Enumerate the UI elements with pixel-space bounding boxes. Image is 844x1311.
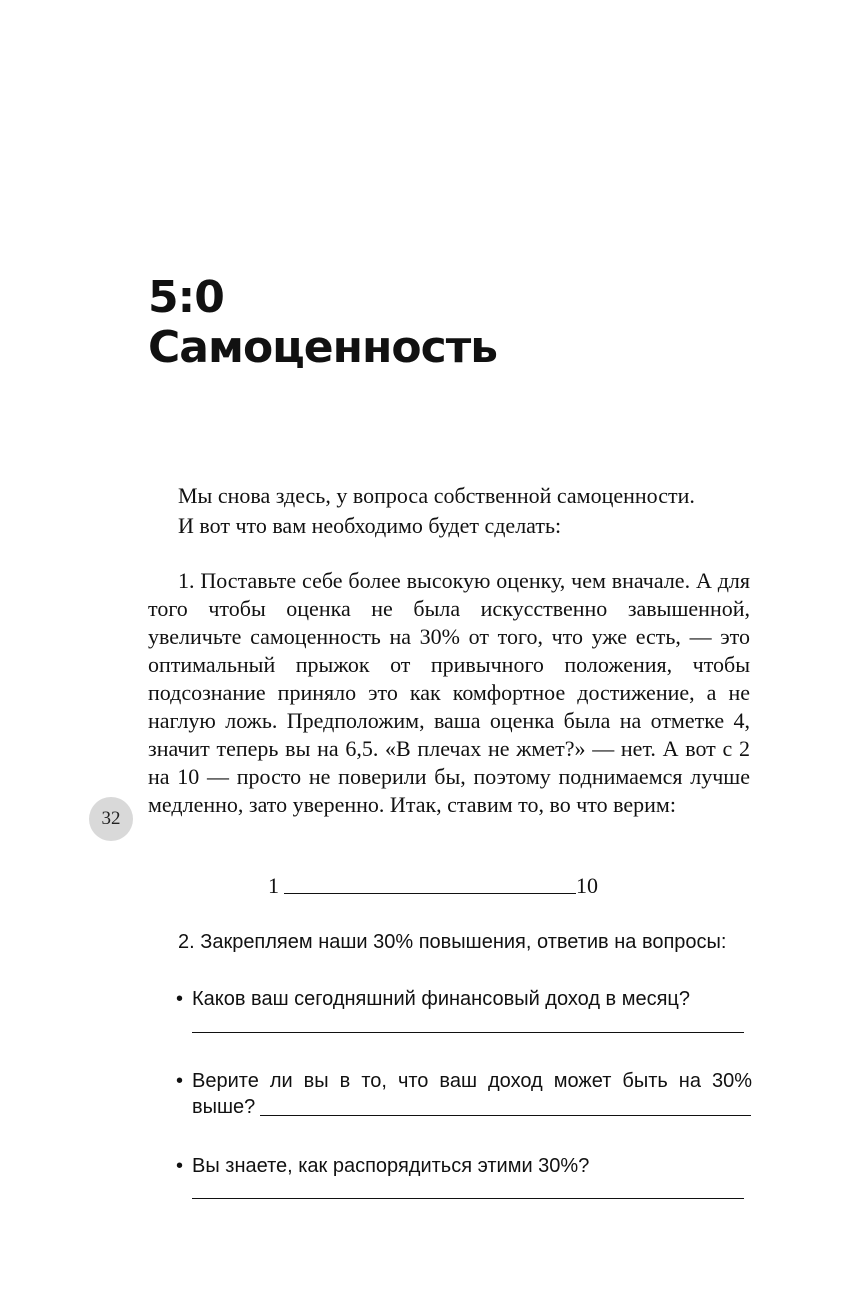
chapter-title: Самоценность (148, 322, 498, 373)
intro-line: Мы снова здесь, у вопроса собственной самоценности. (178, 483, 695, 508)
intro-paragraph (148, 481, 750, 541)
question-text: Вы знаете, как распорядиться этими 30%? (192, 1155, 590, 1177)
question-text: Каков ваш сегодняшний финансовый доход в месяц? (192, 988, 691, 1010)
scale-max-label: 10 (576, 873, 598, 898)
bullet-icon: • (176, 988, 184, 1010)
question-item (176, 1153, 754, 1179)
question-item (176, 986, 754, 1012)
bullet-icon: • (176, 1070, 184, 1092)
question-text: Верите ли вы в то, что ваш доход может быть на 30% выше? (192, 1070, 752, 1118)
page-number-badge (89, 797, 133, 841)
answer-line-3[interactable] (192, 1198, 744, 1199)
intro-line: И вот что вам необходимо будет сделать: (178, 513, 562, 538)
answer-line-1[interactable] (192, 1032, 744, 1033)
step-1-paragraph: 1. Поставьте себе более высокую оценку, чем вначале. А для того чтобы оценка не была искусственно завышенной, увеличьте самоценность на 30% от того, что уже есть, — это оптимальный прыжок от привычного положения, чтобы подсознание приняло это как комфортное достижение, а не наглую ложь. Предположим, ваша оценка была на отметке 4, значит теперь вы на 6,5. «В плечах не жмет?» — нет. А вот с 2 на 10 — просто не поверили бы, поэтому поднимаемся лучше медленно, зато уверенно. Итак, ставим то, во что верим: (148, 568, 750, 817)
step-2-heading: 2. Закрепляем наши 30% повышения, ответив на вопросы: (178, 931, 727, 953)
scale-line[interactable] (284, 893, 576, 894)
question-item (176, 1068, 754, 1120)
page-number: 32 (101, 808, 121, 829)
answer-line-2[interactable] (260, 1115, 751, 1116)
bullet-icon: • (176, 1155, 184, 1177)
scale-min-label: 1 (268, 873, 279, 898)
chapter-number: 5:0 (148, 272, 224, 323)
